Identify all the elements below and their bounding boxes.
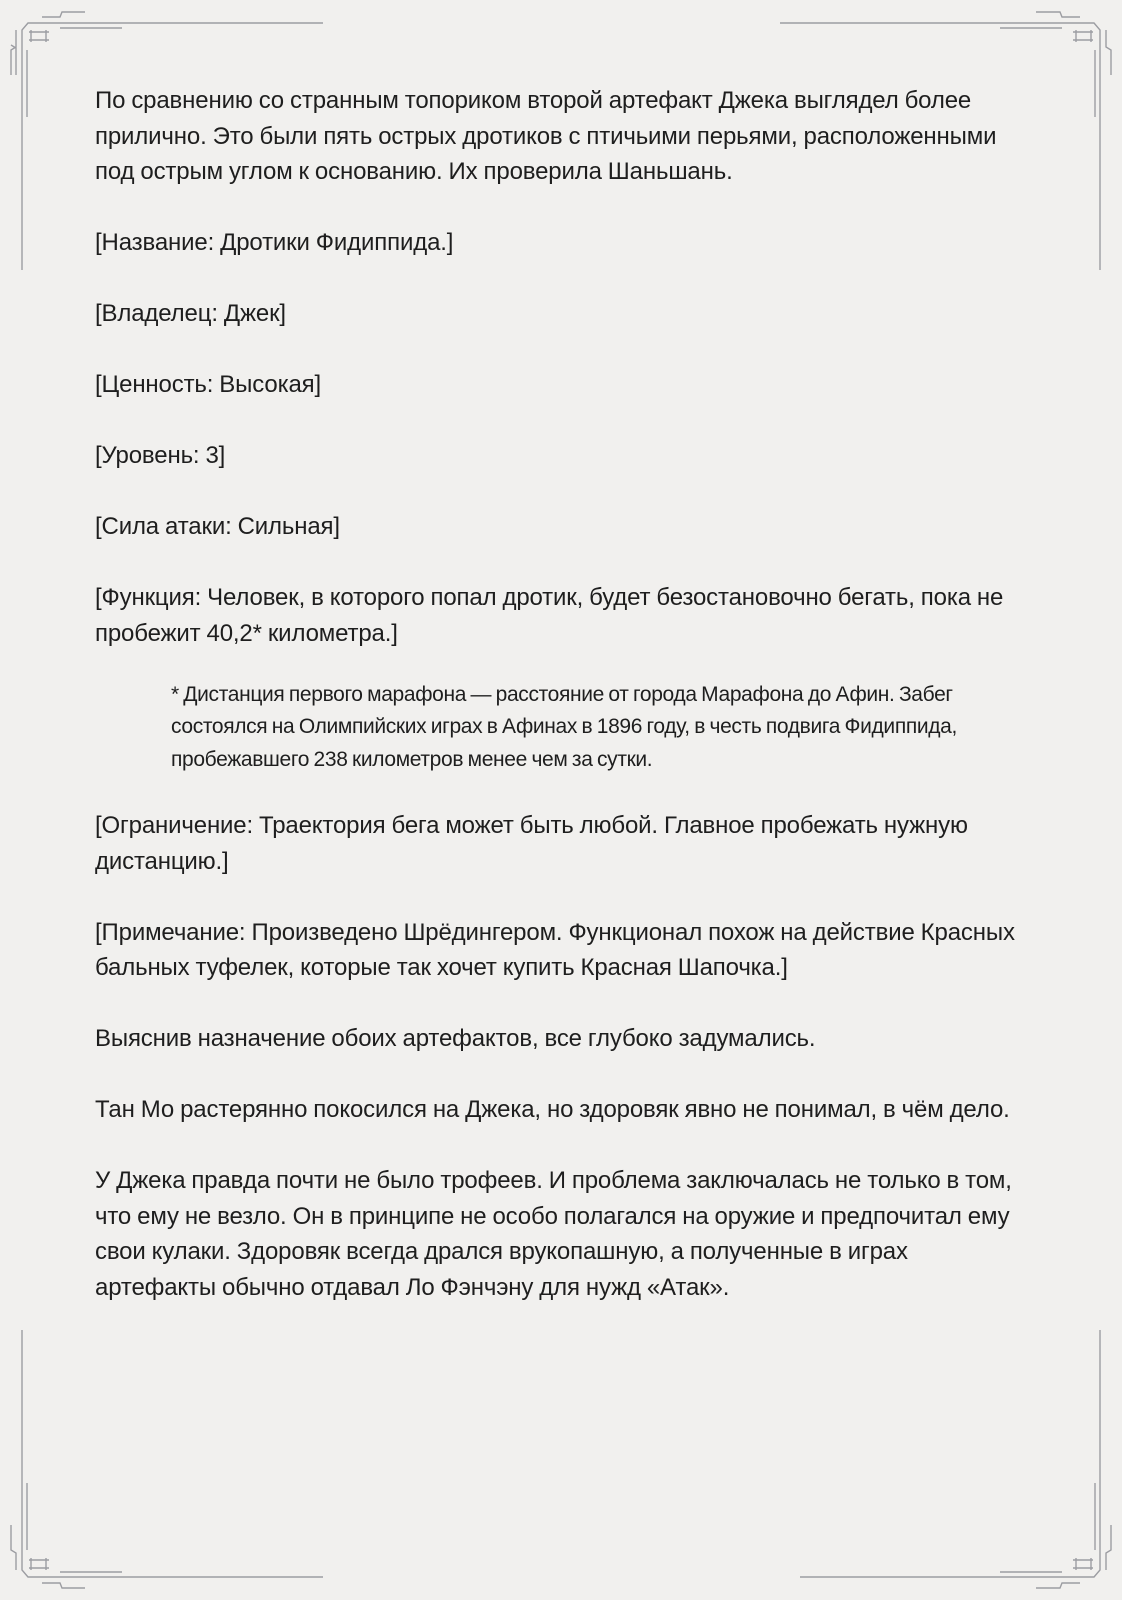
- artifact-limitation: [Ограничение: Траектория бега может быть любой. Главное пробежать нужную дистанцию.]: [95, 812, 968, 875]
- artifact-value: [Ценность: Высокая]: [95, 371, 322, 398]
- frame-corner-bottom-right: [800, 1330, 1111, 1588]
- artifact-note: [Примечание: Произведено Шрёдингером. Функционал похож на действие Красных бальных туфелек, которые так хочет купить Красная Шапочка.]: [95, 918, 1015, 981]
- frame-corner-bottom-left: [11, 1330, 323, 1588]
- artifact-level: [Уровень: 3]: [95, 442, 226, 469]
- footnote: * Дистанция первого марафона — расстояние от города Марафона до Афин. Забег состоялся на Олимпийских играх в Афинах в 1896 году, в честь подвига Фидиппида, пробежавшего 238 километров менее чем за сутки.: [171, 682, 957, 771]
- artifact-attack: [Сила атаки: Сильная]: [95, 513, 340, 540]
- paragraph-2: Выяснив назначение обоих артефактов, все глубоко задумались.: [95, 1025, 816, 1052]
- artifact-name: [Название: Дротики Фидиппида.]: [95, 229, 454, 256]
- artifact-owner: [Владелец: Джек]: [95, 300, 286, 327]
- paragraph-intro: По сравнению со странным топориком второй артефакт Джека выглядел более прилично. Это были пять острых дротиков с птичьими перьями, расположенными под острым углом к основанию. Их проверила Шаньшань.: [95, 87, 997, 185]
- paragraph-3: Тан Мо растерянно покосился на Джека, но здоровяк явно не понимал, в чём дело.: [95, 1096, 1010, 1123]
- artifact-function: [Функция: Человек, в которого попал дротик, будет безостановочно бегать, пока не пробежит 40,2* километра.]: [95, 584, 1004, 647]
- paragraph-4: У Джека правда почти не было трофеев. И проблема заключалась не только в том, что ему не везло. Он в принципе не особо полагался на оружие и предпочитал ему свои кулаки. Здоровяк всегда дрался врукопашную, а полученные в играх артефакты обычно отдавал Ло Фэнчэну для нужд «Атак».: [95, 1167, 1012, 1301]
- page-body: [95, 83, 1025, 1341]
